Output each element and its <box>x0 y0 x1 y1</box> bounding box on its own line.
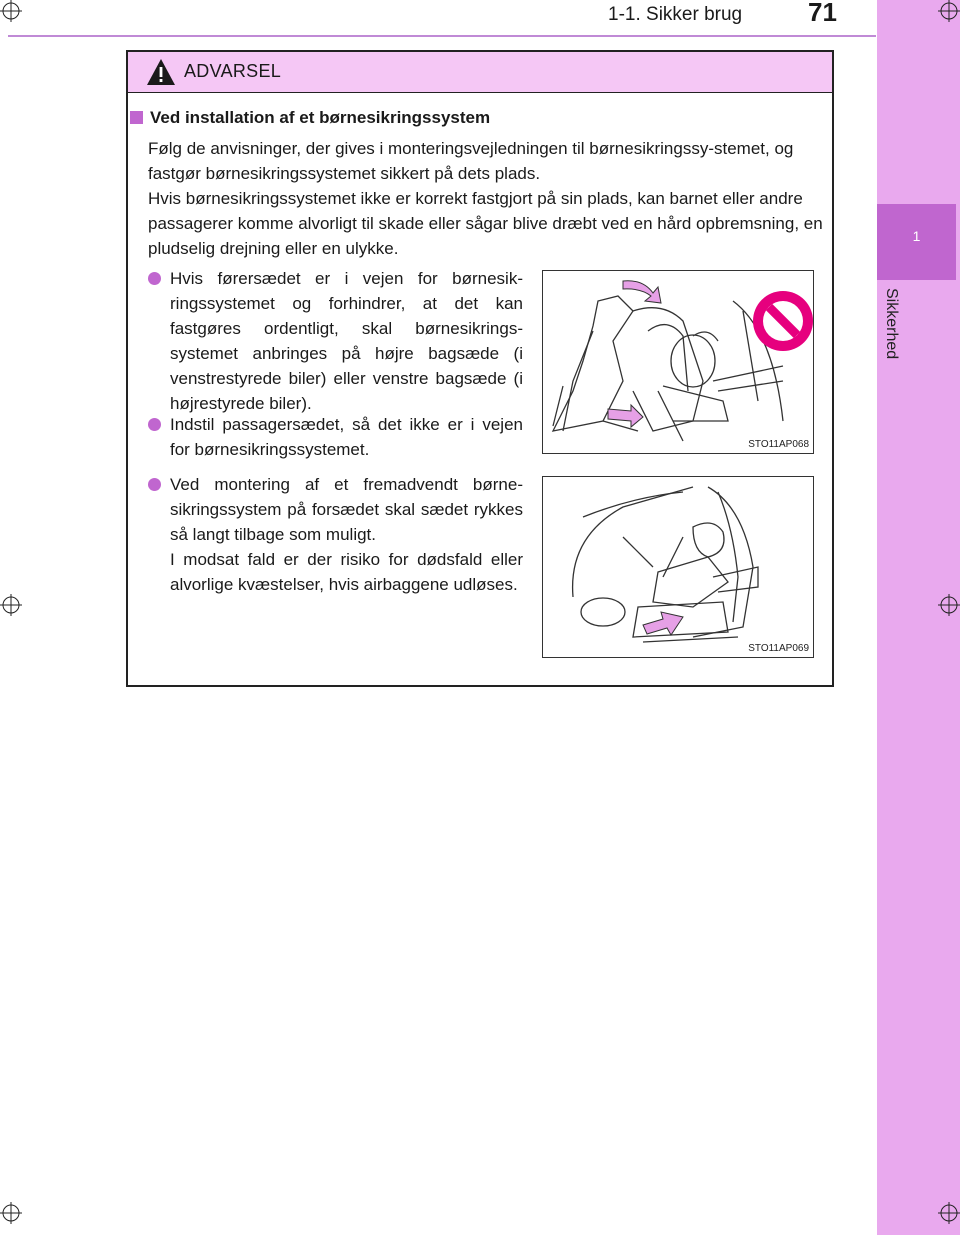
bullet-item <box>148 412 523 462</box>
chapter-label <box>880 288 910 378</box>
bullet-text: Hvis førersædet er i vejen for børnesik-ringssystemet og forhindrer, at det kan fastgøres ordentligt, skal børnesikrings-systemet anbringes på højre bagsæde (i venstrestyrede biler) eller venstre bagsæde (i højrestyrede biler). <box>170 269 523 413</box>
chapter-tab[interactable] <box>877 204 956 280</box>
front-seat-illustration <box>543 477 813 657</box>
warning-triangle-icon <box>146 58 176 86</box>
prohibited-sign-icon <box>753 291 813 351</box>
registration-mark-icon <box>938 594 960 616</box>
registration-mark-icon <box>0 0 22 22</box>
registration-mark-icon <box>0 1202 22 1224</box>
section-heading <box>130 108 490 128</box>
round-bullet-icon <box>148 418 161 431</box>
body-paragraph: Hvis børnesikringssystemet ikke er korrekt fastgjort på sin plads, kan barnet eller andre passagerer komme alvorligt til skade eller sågar blive dræbt ved en hård opbremsning, en pludselig drejning eller en ulykke. <box>148 189 823 258</box>
chapter-number: 1 <box>912 228 921 244</box>
header-section-title: 1-1. Sikker brug <box>608 4 743 25</box>
registration-mark-icon <box>938 1202 960 1224</box>
figure-front-seat-illustration <box>542 476 814 658</box>
figure-rear-seat-illustration <box>542 270 814 454</box>
round-bullet-icon <box>148 272 161 285</box>
body-paragraph: Følg de anvisninger, der gives i monteringsvejledningen til børnesikringssy-stemet, og fastgør børnesikringssystemet sikkert på dets plads. <box>148 139 794 183</box>
warning-box <box>126 50 834 687</box>
rear-seat-illustration <box>543 271 813 453</box>
chapter-label-text: Sikkerhed <box>883 288 900 360</box>
square-bullet-icon <box>130 111 143 124</box>
registration-mark-icon <box>938 0 960 22</box>
registration-mark-icon <box>0 594 22 616</box>
bullet-text-continued: I modsat fald er der risiko for dødsfald eller alvorlige kvæstelser, hvis airbaggene udløses. <box>170 550 523 594</box>
bullet-item <box>148 266 523 416</box>
bullet-text: Indstil passagersædet, så det ikke er i vejen for børnesikringssystemet. <box>170 415 523 459</box>
warning-title: ADVARSEL <box>184 61 282 81</box>
chapter-side-strip <box>877 0 960 1235</box>
bullet-text: Ved montering af et fremadvendt børne-sikringssystem på forsædet skal sædet rykkes så langt tilbage som muligt. <box>170 475 523 544</box>
round-bullet-icon <box>148 478 161 491</box>
bullet-item <box>148 472 523 597</box>
section-heading-text: Ved installation af et børnesikringssystem <box>150 108 491 127</box>
figure-code: STO11AP069 <box>748 643 809 654</box>
figure-code: STO11AP068 <box>748 439 809 450</box>
section-body <box>148 136 828 261</box>
warning-header <box>128 52 832 93</box>
header-rule <box>8 35 876 37</box>
page-number: 71 <box>808 0 837 27</box>
push-arrow-icon <box>643 612 683 635</box>
